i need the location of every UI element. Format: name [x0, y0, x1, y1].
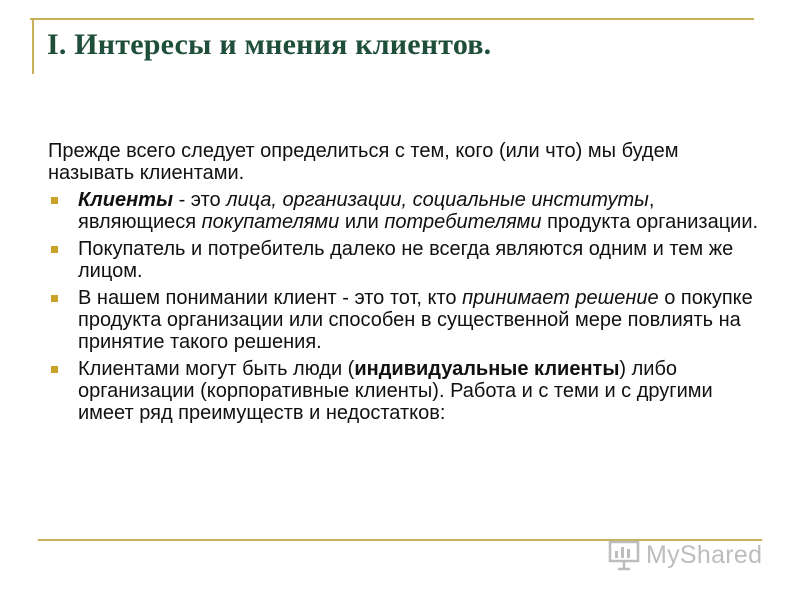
bullet-square-icon	[51, 197, 58, 204]
presentation-board-icon	[607, 538, 641, 572]
bullet-square-icon	[51, 295, 58, 302]
title-accent-bar	[32, 18, 34, 74]
bullet-text-segment: лица, организации, социальные институты	[226, 189, 649, 211]
bullet-text-segment: принимает решение	[462, 287, 659, 309]
bullet-text-segment: Клиенты	[78, 189, 174, 211]
watermark-logo	[607, 537, 762, 573]
bullet-item	[48, 287, 760, 353]
top-divider	[30, 18, 754, 20]
intro-paragraph: Прежде всего следует определиться с тем, кого (или что) мы будем называть клиентами.	[48, 140, 679, 184]
bullet-text-segment: Клиентами могут быть люди (	[78, 358, 355, 380]
bullet-text-segment: потребителями	[384, 211, 542, 233]
bullet-text-segment: - это	[173, 189, 227, 211]
bullet-text-segment: или	[339, 211, 385, 233]
bullet-square-icon	[51, 366, 58, 373]
bullet-text-segment: покупателями	[201, 211, 340, 233]
bullet-text-segment: В нашем понимании клиент - это тот, кто	[78, 287, 463, 309]
bullet-text-segment: индивидуальные клиенты	[354, 358, 620, 380]
bullet-item	[48, 238, 760, 282]
bullet-text-segment: Покупатель и потребитель далеко не всегда являются одним и тем же лицом.	[78, 238, 734, 282]
bullet-text-segment: ) либо организации (корпоративные клиенты). Работа и с теми и с другими имеет ряд преимуществ и недостатков:	[78, 358, 713, 424]
bullet-item	[48, 189, 760, 233]
watermark-text: MyShared	[646, 540, 763, 569]
bullet-text-segment: , являющиеся	[78, 189, 655, 233]
bullet-list	[48, 189, 760, 424]
bullet-text-segment: о покупке продукта организации или способен в существенной мере повлиять на принятие такого решения.	[78, 287, 753, 353]
bullet-square-icon	[51, 246, 58, 253]
slide-title: I. Интересы и мнения клиентов.	[47, 28, 492, 61]
slide-body	[48, 140, 760, 429]
bullet-text-segment: продукта организации.	[541, 211, 759, 233]
bullet-item	[48, 358, 760, 424]
